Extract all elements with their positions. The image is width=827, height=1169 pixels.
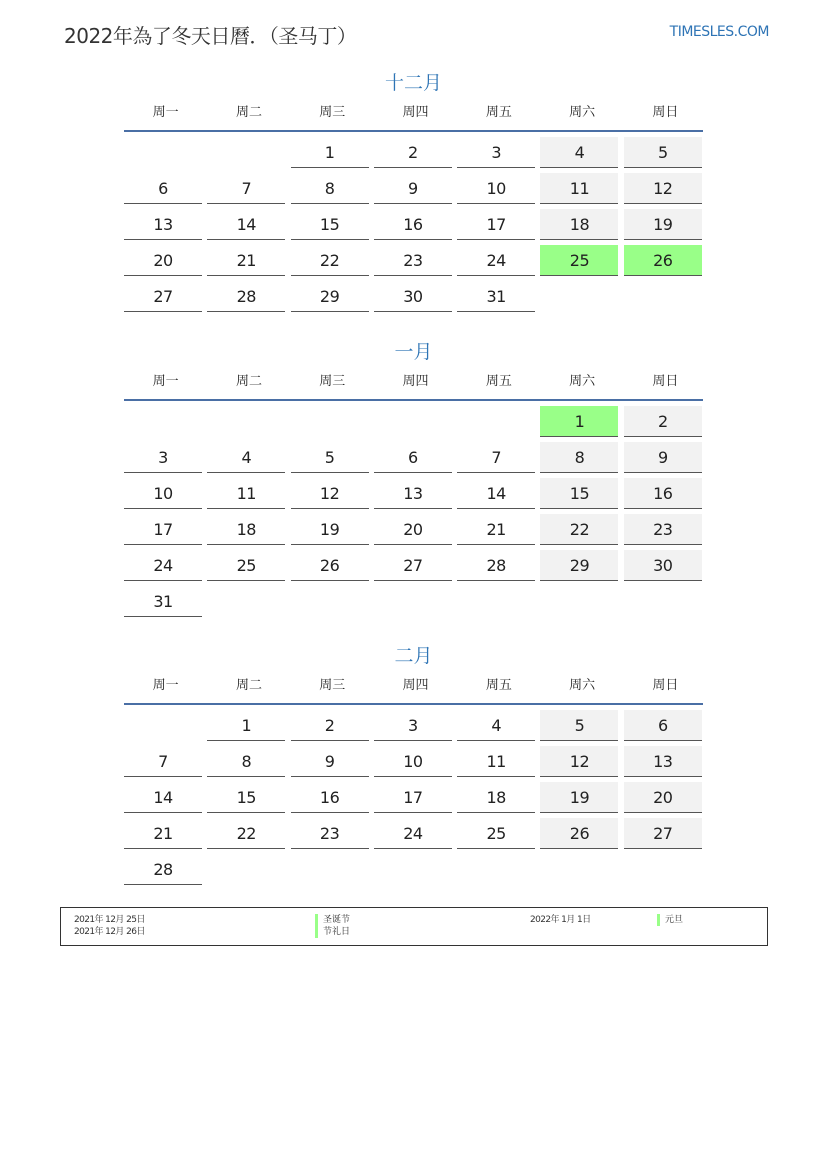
weekday-header <box>124 367 703 401</box>
day-cell[interactable]: 27 <box>624 818 702 849</box>
day-cell[interactable]: 5 <box>540 710 618 741</box>
day-cell[interactable]: 7 <box>124 746 202 777</box>
day-cell[interactable]: 21 <box>124 818 202 849</box>
day-cell[interactable]: 2 <box>374 137 452 168</box>
week-row <box>124 137 703 173</box>
week-row <box>124 550 703 586</box>
legend-date: 2022年 1月 1日 <box>530 915 591 925</box>
month-title: 二月 <box>394 645 433 667</box>
weekday-label: 周三 <box>319 105 346 120</box>
page-title: 2022年為了冬天日曆．（圣马丁） <box>64 24 357 48</box>
day-cell[interactable]: 27 <box>124 281 202 312</box>
day-cell[interactable]: 30 <box>374 281 452 312</box>
day-cell[interactable]: 1 <box>291 137 369 168</box>
weekday-header <box>124 98 703 132</box>
week-row <box>124 854 703 890</box>
day-cell[interactable]: 5 <box>291 442 369 473</box>
day-cell[interactable]: 30 <box>624 550 702 581</box>
weekday-header <box>124 671 703 705</box>
day-cell[interactable]: 18 <box>457 782 535 813</box>
empty-cell <box>374 586 452 617</box>
empty-cell <box>124 137 202 168</box>
day-cell[interactable]: 17 <box>124 514 202 545</box>
day-cell[interactable]: 21 <box>207 245 285 276</box>
day-cell[interactable]: 16 <box>374 209 452 240</box>
empty-cell <box>457 854 535 885</box>
day-cell[interactable]: 18 <box>207 514 285 545</box>
day-cell[interactable]: 22 <box>540 514 618 545</box>
day-cell[interactable]: 21 <box>457 514 535 545</box>
empty-cell <box>207 854 285 885</box>
day-cell[interactable]: 31 <box>124 586 202 617</box>
day-cell[interactable]: 12 <box>624 173 702 204</box>
day-cell[interactable]: 4 <box>207 442 285 473</box>
weekday-label: 周五 <box>485 678 512 693</box>
day-cell[interactable]: 19 <box>624 209 702 240</box>
day-cell[interactable]: 23 <box>291 818 369 849</box>
weekday-label: 周四 <box>402 105 429 120</box>
day-cell[interactable]: 15 <box>207 782 285 813</box>
weeks-grid <box>124 705 703 890</box>
day-cell[interactable]: 4 <box>540 137 618 168</box>
legend-row <box>61 926 767 938</box>
week-row <box>124 710 703 746</box>
day-cell[interactable]: 11 <box>457 746 535 777</box>
empty-cell <box>624 281 702 312</box>
weekday-label: 周六 <box>569 374 596 389</box>
day-cell[interactable]: 28 <box>457 550 535 581</box>
empty-cell <box>291 406 369 437</box>
day-cell[interactable]: 9 <box>291 746 369 777</box>
day-cell[interactable]: 13 <box>124 209 202 240</box>
day-cell[interactable]: 12 <box>540 746 618 777</box>
legend-holiday-name: 元旦 <box>657 914 683 926</box>
day-cell[interactable]: 5 <box>624 137 702 168</box>
day-cell[interactable]: 3 <box>457 137 535 168</box>
legend-date: 2021年 12月 25日 <box>74 915 145 925</box>
day-cell[interactable]: 17 <box>374 782 452 813</box>
month-block <box>124 68 703 317</box>
day-cell[interactable]: 15 <box>291 209 369 240</box>
site-link[interactable]: TIMESLES.COM <box>669 24 769 40</box>
day-cell[interactable]: 19 <box>291 514 369 545</box>
week-row <box>124 746 703 782</box>
day-cell[interactable]: 8 <box>540 442 618 473</box>
day-cell[interactable]: 13 <box>624 746 702 777</box>
day-cell[interactable]: 11 <box>540 173 618 204</box>
legend-holiday-name: 圣诞节 <box>315 914 350 926</box>
day-cell[interactable]: 9 <box>624 442 702 473</box>
weekday-label: 周六 <box>569 105 596 120</box>
day-cell[interactable]: 3 <box>124 442 202 473</box>
day-cell[interactable]: 14 <box>207 209 285 240</box>
week-row <box>124 281 703 317</box>
weekday-label: 周一 <box>152 678 179 693</box>
day-cell[interactable]: 31 <box>457 281 535 312</box>
day-cell[interactable]: 14 <box>457 478 535 509</box>
week-row <box>124 586 703 622</box>
day-cell[interactable]: 3 <box>374 710 452 741</box>
empty-cell <box>291 586 369 617</box>
day-cell[interactable]: 10 <box>457 173 535 204</box>
weekday-label: 周三 <box>319 678 346 693</box>
legend-date: 2021年 12月 26日 <box>74 927 145 937</box>
day-cell[interactable]: 22 <box>291 245 369 276</box>
day-cell[interactable]: 23 <box>374 245 452 276</box>
day-cell[interactable]: 6 <box>624 710 702 741</box>
empty-cell <box>207 137 285 168</box>
weeks-grid <box>124 132 703 317</box>
empty-cell <box>457 586 535 617</box>
day-cell[interactable]: 20 <box>124 245 202 276</box>
weekday-label: 周三 <box>319 374 346 389</box>
day-cell[interactable]: 28 <box>207 281 285 312</box>
day-cell[interactable]: 16 <box>624 478 702 509</box>
day-cell[interactable]: 22 <box>207 818 285 849</box>
weekday-label: 周日 <box>652 105 679 120</box>
day-cell[interactable]: 10 <box>124 478 202 509</box>
week-row <box>124 514 703 550</box>
week-row <box>124 209 703 245</box>
day-cell[interactable]: 1 <box>540 406 618 437</box>
weekday-label: 周日 <box>652 678 679 693</box>
weekday-label: 周一 <box>152 374 179 389</box>
day-cell[interactable]: 23 <box>624 514 702 545</box>
weekday-label: 周日 <box>652 374 679 389</box>
empty-cell <box>207 586 285 617</box>
day-cell[interactable]: 20 <box>374 514 452 545</box>
day-cell[interactable]: 8 <box>291 173 369 204</box>
day-cell[interactable]: 11 <box>207 478 285 509</box>
day-cell[interactable]: 24 <box>374 818 452 849</box>
day-cell[interactable]: 2 <box>291 710 369 741</box>
legend-row <box>61 914 767 926</box>
day-cell[interactable]: 26 <box>540 818 618 849</box>
day-cell[interactable]: 8 <box>207 746 285 777</box>
day-cell[interactable]: 26 <box>291 550 369 581</box>
day-cell[interactable]: 29 <box>291 281 369 312</box>
weekday-label: 周四 <box>402 374 429 389</box>
weekday-label: 周四 <box>402 678 429 693</box>
week-row <box>124 818 703 854</box>
day-cell[interactable]: 1 <box>207 710 285 741</box>
empty-cell <box>124 406 202 437</box>
day-cell[interactable]: 6 <box>374 442 452 473</box>
day-cell[interactable]: 29 <box>540 550 618 581</box>
empty-cell <box>291 854 369 885</box>
day-cell[interactable]: 25 <box>457 818 535 849</box>
day-cell[interactable]: 2 <box>624 406 702 437</box>
day-cell[interactable]: 7 <box>457 442 535 473</box>
week-row <box>124 478 703 514</box>
weekday-label: 周六 <box>569 678 596 693</box>
day-cell[interactable]: 9 <box>374 173 452 204</box>
day-cell[interactable]: 24 <box>124 550 202 581</box>
day-cell[interactable]: 28 <box>124 854 202 885</box>
empty-cell <box>124 710 202 741</box>
day-cell[interactable]: 26 <box>624 245 702 276</box>
day-cell[interactable]: 10 <box>374 746 452 777</box>
empty-cell <box>540 281 618 312</box>
day-cell[interactable]: 15 <box>540 478 618 509</box>
day-cell[interactable]: 18 <box>540 209 618 240</box>
empty-cell <box>457 406 535 437</box>
weekday-label: 周一 <box>152 105 179 120</box>
month-title: 一月 <box>394 341 433 363</box>
day-cell[interactable]: 14 <box>124 782 202 813</box>
day-cell[interactable]: 24 <box>457 245 535 276</box>
day-cell[interactable]: 6 <box>124 173 202 204</box>
day-cell[interactable]: 13 <box>374 478 452 509</box>
day-cell[interactable]: 17 <box>457 209 535 240</box>
week-row <box>124 173 703 209</box>
weekday-label: 周二 <box>235 374 262 389</box>
empty-cell <box>624 586 702 617</box>
holiday-legend <box>60 907 768 946</box>
day-cell[interactable]: 25 <box>207 550 285 581</box>
week-row <box>124 245 703 281</box>
month-title: 十二月 <box>384 72 442 94</box>
legend-holiday-name: 节礼日 <box>315 926 350 938</box>
weekday-label: 周二 <box>235 105 262 120</box>
weekday-label: 周五 <box>485 374 512 389</box>
day-cell[interactable]: 20 <box>624 782 702 813</box>
week-row <box>124 442 703 478</box>
weekday-label: 周五 <box>485 105 512 120</box>
day-cell[interactable]: 7 <box>207 173 285 204</box>
empty-cell <box>540 586 618 617</box>
empty-cell <box>374 854 452 885</box>
week-row <box>124 782 703 818</box>
day-cell[interactable]: 16 <box>291 782 369 813</box>
empty-cell <box>540 854 618 885</box>
empty-cell <box>374 406 452 437</box>
day-cell[interactable]: 4 <box>457 710 535 741</box>
empty-cell <box>624 854 702 885</box>
day-cell[interactable]: 19 <box>540 782 618 813</box>
month-block <box>124 641 703 890</box>
weekday-label: 周二 <box>235 678 262 693</box>
month-block <box>124 337 703 622</box>
empty-cell <box>207 406 285 437</box>
day-cell[interactable]: 25 <box>540 245 618 276</box>
day-cell[interactable]: 27 <box>374 550 452 581</box>
weeks-grid <box>124 401 703 622</box>
day-cell[interactable]: 12 <box>291 478 369 509</box>
week-row <box>124 406 703 442</box>
